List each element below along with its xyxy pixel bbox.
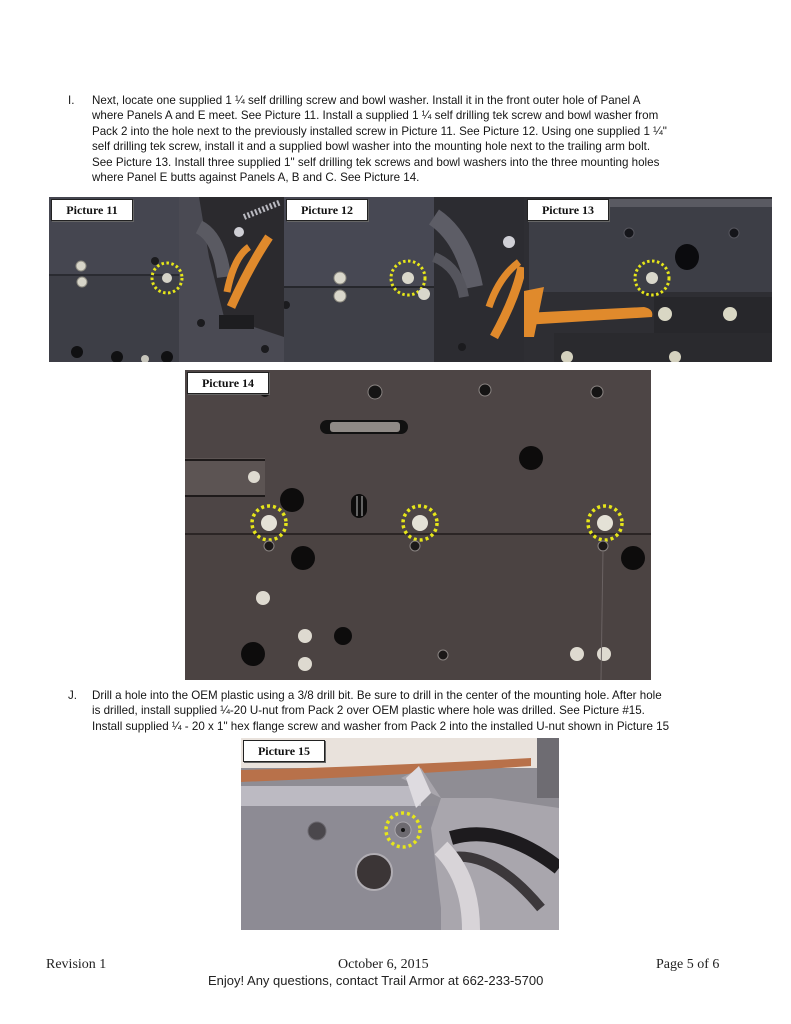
step-line: Drill a hole into the OEM plastic using a 3/8 drill bit. Be sure to drill in the center of the mounting hole. After hole bbox=[92, 689, 662, 702]
step-marker: J. bbox=[68, 689, 78, 702]
step-text bbox=[92, 688, 669, 734]
footer-revision: Revision 1 bbox=[46, 957, 107, 972]
photo-picture-12 bbox=[284, 197, 524, 362]
step-line: self drilling tek screw, install it and a supplied bowl washer into the mounting hole next to the trailing arm bolt. bbox=[92, 140, 651, 154]
step-line: Pack 2 into the hole next to the previously installed screw in Picture 11. See Picture 12. Using one supplied 1 ¼" bbox=[92, 124, 667, 138]
step-text bbox=[92, 93, 667, 185]
photo-picture-14 bbox=[185, 370, 651, 680]
photo-picture-11 bbox=[49, 197, 284, 362]
footer-contact: Enjoy! Any questions, contact Trail Armor at 662-233-5700 bbox=[208, 973, 544, 988]
photo-picture-13 bbox=[524, 197, 772, 362]
picture-caption: Picture 14 bbox=[187, 372, 269, 394]
footer-date: October 6, 2015 bbox=[338, 957, 429, 972]
step-line: where Panel E butts against Panels A, B and C. See Picture 14. bbox=[92, 171, 420, 185]
photo-picture-15 bbox=[241, 738, 559, 930]
picture-caption: Picture 12 bbox=[286, 199, 368, 221]
footer-page-number: Page 5 of 6 bbox=[656, 957, 720, 972]
step-line: is drilled, install supplied ¼-20 U-nut from Pack 2 over OEM plastic where hole was drilled. See Picture #15. bbox=[92, 704, 645, 718]
step-line: Next, locate one supplied 1 ¼ self drilling screw and bowl washer. Install it in the front outer hole of Panel A bbox=[92, 94, 641, 107]
step-marker: I. bbox=[68, 94, 75, 107]
step-line: where Panels A and E meet. See Picture 11. Install a supplied 1 ¼ self drilling tek screw and bowl washer from bbox=[92, 109, 659, 123]
step-line: See Picture 13. Install three supplied 1" self drilling tek screws and bowl washers into the three mounting holes bbox=[92, 155, 660, 169]
picture-caption: Picture 13 bbox=[527, 199, 609, 221]
picture-caption: Picture 11 bbox=[51, 199, 133, 221]
step-line: Install supplied ¼ - 20 x 1" hex flange screw and washer from Pack 2 into the installed U-nut shown in Picture 15 bbox=[92, 719, 670, 733]
picture-caption: Picture 15 bbox=[243, 740, 325, 762]
